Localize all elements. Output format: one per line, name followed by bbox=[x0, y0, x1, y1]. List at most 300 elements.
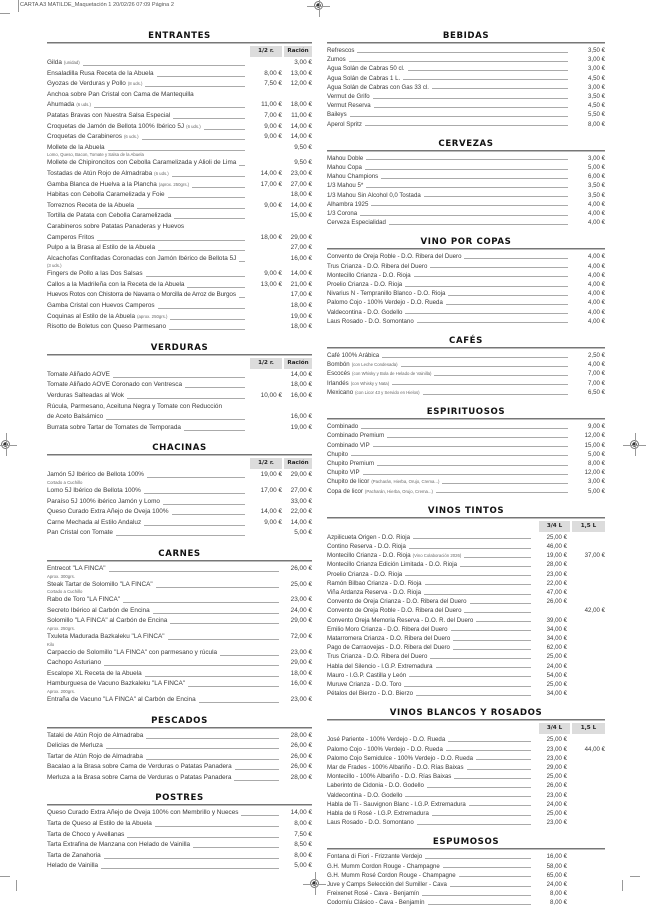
price-full: 19,00 € bbox=[290, 423, 312, 431]
registration-mark-icon bbox=[1, 440, 10, 449]
menu-item-name: Proelio Crianza - D.O. Rioja bbox=[327, 281, 403, 289]
dotted-leader bbox=[158, 250, 245, 251]
price-full: 27,00 € bbox=[290, 180, 312, 188]
menu-item-name: Gamba Cristal con Huevos Camperos bbox=[47, 302, 155, 310]
menu-item-name: Bacalao a la Brasa sobre Cama de Verduras o Patatas Panadera bbox=[47, 763, 232, 771]
section-title: ENTRANTES bbox=[148, 31, 211, 41]
menu-item-name: Trus Crianza - D.O. Ribera del Duero bbox=[327, 262, 428, 270]
price: 4,00 € bbox=[588, 271, 605, 279]
menu-item-name: Proelio Crianza - D.O. Rioja bbox=[327, 570, 403, 578]
menu-item-row bbox=[47, 180, 312, 191]
section-title: VINOS BLANCOS Y ROSADOS bbox=[389, 708, 543, 719]
menu-item-row bbox=[327, 809, 605, 818]
price: 4,00 € bbox=[588, 281, 605, 289]
menu-item-name: Mollete de Chipironcitos con Cebolla Caramelizada y Alioli de Lima bbox=[47, 159, 237, 167]
dotted-leader bbox=[450, 886, 531, 887]
dotted-leader bbox=[239, 297, 245, 298]
dotted-leader bbox=[157, 76, 245, 77]
menu-item-name: Trus Crianza - D.O. Ribera del Duero bbox=[327, 653, 428, 661]
dotted-leader bbox=[357, 52, 568, 53]
menu-item-name: Delicias de Merluza bbox=[47, 742, 103, 750]
menu-item-name: Tarta de Choco y Avellanas bbox=[47, 830, 125, 838]
price-full: 23,00 € bbox=[290, 169, 312, 177]
price: 16,00 € bbox=[290, 680, 312, 688]
menu-item-row bbox=[327, 468, 605, 477]
price: 4,00 € bbox=[588, 299, 605, 307]
menu-item-name: Chupito de licor bbox=[327, 478, 370, 486]
item-list bbox=[327, 154, 605, 228]
price-bottle: 25,00 € bbox=[546, 773, 567, 781]
dotted-leader bbox=[169, 329, 245, 330]
menu-item-name: Chupito bbox=[327, 450, 349, 458]
menu-item-row bbox=[327, 754, 605, 763]
price-half: 18,00 € bbox=[260, 233, 282, 241]
price: 8,50 € bbox=[294, 841, 312, 849]
price-full: 14,00 € bbox=[290, 201, 312, 209]
dotted-leader bbox=[241, 815, 279, 816]
price-half: 9,00 € bbox=[264, 201, 282, 209]
item-list bbox=[47, 370, 312, 434]
price: 23,00 € bbox=[290, 648, 312, 656]
dotted-leader bbox=[156, 587, 279, 588]
menu-item-row bbox=[327, 308, 605, 317]
price: 58,00 € bbox=[546, 862, 567, 870]
dotted-leader bbox=[187, 287, 245, 288]
price: 18,00 € bbox=[290, 669, 312, 677]
price: 5,00 € bbox=[588, 164, 605, 172]
menu-item-row bbox=[327, 101, 605, 110]
section-vinos-tintos bbox=[327, 505, 605, 699]
price: 3,00 € bbox=[588, 65, 605, 73]
price-full: 15,00 € bbox=[290, 212, 312, 220]
menu-item-name: Jamón 5J Ibérico de Bellota 100% bbox=[47, 471, 144, 479]
menu-item-name: Viña Ardanza Reserva - D.O. Rioja bbox=[327, 588, 422, 596]
menu-item-name: Laus Rosado - D.O. Somontano bbox=[327, 819, 414, 827]
section-title: CERVEZAS bbox=[438, 138, 494, 149]
menu-item-row bbox=[327, 450, 605, 459]
menu-item-row bbox=[47, 648, 312, 659]
dotted-leader bbox=[192, 187, 245, 188]
dotted-leader bbox=[414, 276, 568, 277]
crop-mark bbox=[622, 880, 623, 891]
dotted-leader bbox=[360, 215, 568, 216]
menu-item-note: (Vino Colaboración 2026) bbox=[412, 553, 462, 559]
menu-item-name: Contino Reserva - D.O. Rioja bbox=[327, 542, 406, 550]
menu-item-row bbox=[327, 431, 605, 440]
menu-item-description: Cortado a Cuchillo bbox=[47, 480, 83, 485]
price-full: 18,00 € bbox=[290, 101, 312, 109]
menu-item-name: Refrescos bbox=[327, 47, 355, 54]
menu-item-name: Pago de Carraovejas - D.O. Ribera del Duero bbox=[327, 644, 450, 652]
dotted-leader bbox=[451, 630, 531, 631]
menu-item-row bbox=[47, 69, 312, 80]
price: 8,00 € bbox=[588, 120, 605, 128]
menu-item-name: Bombón bbox=[327, 361, 350, 369]
dotted-leader bbox=[448, 295, 568, 296]
dotted-leader bbox=[443, 867, 531, 868]
price: 4,50 € bbox=[588, 102, 605, 110]
dotted-leader bbox=[104, 665, 279, 666]
dotted-leader bbox=[405, 796, 531, 797]
col-magnum: 1,5 L bbox=[572, 521, 605, 532]
price-half: 13,00 € bbox=[260, 280, 282, 288]
dotted-leader bbox=[408, 70, 568, 71]
dotted-leader bbox=[168, 639, 280, 640]
menu-item-row bbox=[327, 379, 605, 388]
menu-item-name: Burrata sobre Tartar de Tomates de Temporada bbox=[47, 423, 181, 431]
menu-item-name: Habla de Ti - Sauvignon Blanc - I.G.P. Extremadura bbox=[327, 800, 466, 808]
price: 29,00 € bbox=[290, 659, 312, 667]
section-title: CAFÉS bbox=[449, 336, 483, 347]
section-chacinas bbox=[47, 442, 312, 539]
menu-item-name: Ensaladilla Rusa Receta de la Abuela bbox=[47, 69, 154, 77]
menu-item-row bbox=[47, 840, 312, 851]
menu-item-name: Queso Curado Extra Añejo de Oveja 100% con Membrillo y Nueces bbox=[47, 809, 239, 817]
menu-item-name: Tomate Aliñado AOVE bbox=[47, 370, 110, 378]
price: 3,50 € bbox=[588, 191, 605, 199]
menu-item-name: Fingers de Pollo a las Dos Salsas bbox=[47, 270, 143, 278]
price: 3,00 € bbox=[588, 83, 605, 91]
menu-item-row bbox=[47, 233, 312, 244]
menu-item-note: (Pacharán, Hierba, Orujo, Crema...) bbox=[371, 479, 440, 485]
menu-item-row bbox=[327, 360, 605, 369]
price-full: 18,00 € bbox=[290, 323, 312, 331]
menu-item-name: Chupito VIP bbox=[327, 469, 360, 477]
price-half: 11,00 € bbox=[261, 101, 282, 109]
menu-item-row bbox=[327, 369, 605, 378]
menu-item-name: Mahou Doble bbox=[327, 154, 364, 162]
menu-item-row bbox=[47, 79, 312, 90]
menu-item-note: (unidad) bbox=[63, 60, 80, 65]
dotted-leader bbox=[104, 858, 279, 859]
menu-item-name: Tartar de Atún Rojo de Almadraba bbox=[47, 752, 143, 760]
section-postres bbox=[47, 792, 312, 872]
menu-item-note: (6 uds.) bbox=[154, 170, 169, 176]
dotted-leader bbox=[428, 904, 531, 905]
price-bottle: 39,00 € bbox=[546, 616, 567, 624]
menu-item-name: Combinado bbox=[327, 423, 359, 431]
section-title: VERDURAS bbox=[150, 342, 209, 353]
dotted-leader bbox=[373, 98, 568, 99]
menu-item-row bbox=[47, 497, 312, 508]
price-bottle: 23,00 € bbox=[546, 819, 567, 827]
dotted-leader bbox=[172, 176, 245, 177]
menu-item-name: Pulpo a la Brasa al Estilo de la Abuela bbox=[47, 244, 156, 252]
menu-item-name: Copa de licor bbox=[327, 487, 363, 495]
menu-item-name: Laberinto de Cidonia - D.O. Godello bbox=[327, 782, 424, 790]
dotted-leader bbox=[127, 398, 245, 399]
registration-mark-icon bbox=[314, 1, 323, 10]
menu-item-row bbox=[327, 772, 605, 781]
menu-item-row bbox=[327, 634, 605, 643]
menu-item-row bbox=[327, 191, 605, 200]
menu-item-name: Azpilicueta Origen - D.O. Rioja bbox=[327, 533, 410, 541]
price-full: 22,00 € bbox=[290, 508, 312, 516]
menu-item-row bbox=[47, 752, 312, 763]
dotted-leader bbox=[454, 778, 531, 779]
menu-item-row bbox=[327, 680, 605, 689]
dotted-leader bbox=[413, 538, 531, 539]
menu-item-row bbox=[47, 486, 312, 497]
dotted-leader bbox=[83, 65, 245, 66]
price-full: 9,50 € bbox=[294, 143, 312, 151]
menu-item-name: Gyozas de Verduras y Pollo bbox=[47, 80, 126, 88]
menu-item-name: Montecillo Crianza - D.O. Rioja bbox=[327, 271, 411, 279]
dotted-leader bbox=[106, 419, 245, 420]
menu-item-name: Matarromera Crianza - D.O. Ribera del Duero bbox=[327, 634, 451, 642]
menu-item-row bbox=[47, 412, 312, 423]
price-full: 12,00 € bbox=[290, 80, 312, 88]
section-entrantes bbox=[47, 30, 312, 333]
section-cafes bbox=[327, 335, 605, 397]
menu-item-name: Pan Cristal con Tomate bbox=[47, 529, 113, 537]
menu-item-name: Cachopo Asturiano bbox=[47, 659, 102, 667]
section-title: ESPUMOSOS bbox=[432, 837, 500, 848]
menu-item-name: Fontana di Fiori - Frizzante Verdejo bbox=[327, 853, 423, 861]
dotted-leader bbox=[405, 575, 531, 576]
price-full: 14,00 € bbox=[290, 122, 312, 130]
left-column bbox=[47, 30, 312, 881]
menu-item-row bbox=[47, 595, 312, 606]
menu-item-row bbox=[327, 92, 605, 101]
menu-item-name: Helado de Vainilla bbox=[47, 862, 99, 870]
menu-item-name: Convento de Oreja Crianza - D.O. Ribera del Duero bbox=[327, 598, 467, 606]
menu-item-name: Café 100% Arábica bbox=[327, 352, 380, 360]
menu-item-row bbox=[327, 74, 605, 83]
price-full: 27,00 € bbox=[290, 244, 312, 252]
price: 24,00 € bbox=[290, 606, 312, 614]
dotted-leader bbox=[387, 437, 568, 438]
dotted-leader bbox=[155, 826, 279, 827]
menu-item-name: 1/3 Mahou 5* bbox=[327, 182, 364, 190]
dotted-leader bbox=[349, 61, 568, 62]
dotted-leader bbox=[430, 267, 568, 268]
menu-item-row bbox=[327, 298, 605, 307]
menu-item-note: (6 uds.) bbox=[186, 123, 201, 129]
menu-item-row bbox=[327, 110, 605, 119]
price: 5,00 € bbox=[588, 450, 605, 458]
menu-item-name: Paraíso 5J 100% ibérico Jamón y Lomo bbox=[47, 497, 160, 505]
col-bottle: 3/4 L bbox=[539, 723, 570, 734]
menu-item-name: Convento de Oreja Roble - D.O. Ribera del Duero bbox=[327, 253, 462, 261]
dotted-leader bbox=[459, 876, 531, 877]
menu-item-row bbox=[327, 422, 605, 431]
dotted-leader bbox=[365, 125, 568, 126]
price-bottle: 62,00 € bbox=[546, 644, 567, 652]
price: 14,00 € bbox=[290, 809, 312, 817]
price-full: 11,00 € bbox=[291, 111, 312, 119]
menu-item-row bbox=[327, 172, 605, 181]
dotted-leader bbox=[467, 769, 532, 770]
menu-item-name: Patatas Bravas con Nuestra Salsa Especial bbox=[47, 111, 171, 119]
section-rule bbox=[327, 418, 605, 420]
menu-item-row bbox=[327, 579, 605, 588]
price-full: 14,00 € bbox=[290, 133, 312, 141]
menu-item-name: Entraña de Vacuno "LA FINCA" al Carbón de Encina bbox=[47, 695, 196, 703]
section-rule bbox=[47, 727, 312, 729]
menu-item-row bbox=[327, 652, 605, 661]
price: 16,00 € bbox=[546, 853, 567, 861]
dotted-leader bbox=[389, 224, 568, 225]
item-list bbox=[47, 58, 312, 333]
menu-item-row bbox=[327, 791, 605, 800]
dotted-leader bbox=[146, 276, 245, 277]
price: 3,00 € bbox=[588, 56, 605, 64]
dotted-leader bbox=[127, 837, 279, 838]
menu-item-name: Convento de Oreja Roble - D.O. Ribera del Duero bbox=[327, 607, 462, 615]
menu-item-row bbox=[327, 800, 605, 809]
price-half: 7,50 € bbox=[264, 80, 282, 88]
menu-item-row bbox=[327, 262, 605, 271]
menu-item-row bbox=[47, 58, 312, 69]
price-full: 13,00 € bbox=[290, 69, 312, 77]
price-bottle: 26,00 € bbox=[546, 598, 567, 606]
dotted-leader bbox=[422, 895, 531, 896]
menu-item-name: Queso Curado Extra Añejo de Oveja 100% bbox=[47, 508, 169, 516]
menu-item-note: (6 uds.) bbox=[76, 102, 91, 108]
price-half: 17,00 € bbox=[260, 180, 282, 188]
dotted-leader bbox=[409, 676, 531, 677]
dotted-leader bbox=[350, 116, 568, 117]
dotted-leader bbox=[363, 474, 568, 475]
menu-item-note: (con Leche Condesada) bbox=[351, 362, 398, 368]
section-title: CARNES bbox=[158, 548, 201, 559]
menu-item-row bbox=[327, 871, 567, 880]
dotted-leader bbox=[170, 623, 279, 624]
menu-item-row bbox=[47, 158, 312, 169]
price: 3,50 € bbox=[588, 47, 605, 54]
dotted-leader bbox=[365, 169, 568, 170]
col-full: Ración bbox=[284, 46, 312, 57]
menu-item-row bbox=[327, 209, 605, 218]
menu-item-name: Habla del Silencio - I.G.P. Extremadura bbox=[327, 662, 433, 670]
section-title: PESCADOS bbox=[151, 715, 208, 726]
section-vino-por-copas bbox=[327, 236, 605, 326]
menu-item-row bbox=[327, 763, 605, 772]
section-bebidas bbox=[327, 30, 605, 129]
price-half: 7,00 € bbox=[264, 111, 282, 119]
dotted-leader bbox=[373, 446, 568, 447]
menu-item-name: Croquetas de Jamón de Bellota 100% Ibérico 5J bbox=[47, 122, 185, 130]
dotted-leader bbox=[220, 655, 279, 656]
menu-item-name: Coquinas al Estilo de la Abuela bbox=[47, 312, 136, 320]
price: 4,00 € bbox=[588, 361, 605, 369]
menu-item-name: Secreto Ibérico al Carbón de Encina bbox=[47, 606, 150, 614]
dotted-leader bbox=[146, 738, 279, 739]
menu-item-row bbox=[47, 211, 312, 222]
menu-item-row bbox=[327, 83, 605, 92]
col-magnum: 1,5 L bbox=[572, 723, 605, 734]
price-bottle: 47,00 € bbox=[546, 588, 567, 596]
menu-item-name: Mexicano bbox=[327, 388, 354, 396]
menu-item-row bbox=[327, 606, 605, 615]
section-rule bbox=[327, 719, 605, 721]
section-title: VINO POR COPAS bbox=[420, 237, 512, 248]
menu-item-row bbox=[327, 163, 605, 172]
menu-item-row bbox=[327, 441, 605, 450]
menu-item-row bbox=[327, 735, 605, 744]
menu-item-row bbox=[327, 477, 605, 486]
price-full: 5,00 € bbox=[294, 529, 312, 537]
menu-item-name: Nivarius N - Tempranillo Blanco - D.O. Rioja bbox=[327, 290, 446, 298]
menu-item-name: Chupito Premium bbox=[327, 459, 375, 467]
price-half: 17,00 € bbox=[260, 487, 282, 494]
dotted-leader bbox=[153, 613, 279, 614]
menu-item-row bbox=[327, 625, 605, 634]
price: 9,00 € bbox=[588, 423, 605, 431]
price-half: 8,00 € bbox=[264, 69, 282, 77]
dotted-leader bbox=[405, 286, 568, 287]
menu-item-row bbox=[47, 122, 312, 133]
price-full: 18,00 € bbox=[290, 191, 312, 199]
menu-item-row bbox=[47, 100, 312, 111]
col-bottle: 3/4 L bbox=[539, 521, 570, 532]
item-list bbox=[47, 470, 312, 539]
dotted-leader bbox=[453, 649, 531, 650]
menu-item-row bbox=[327, 200, 605, 209]
menu-item-name: Convento Oreja Memoria Reserva - D.O. R. del Duero bbox=[327, 616, 474, 624]
price: 3,50 € bbox=[588, 93, 605, 101]
dotted-leader bbox=[188, 686, 279, 687]
price-bottle: 29,00 € bbox=[546, 763, 567, 771]
dotted-leader bbox=[123, 602, 279, 603]
menu-item-name: Muruve Crianza - D.O. Toro bbox=[327, 680, 402, 688]
dotted-leader bbox=[147, 477, 245, 478]
dotted-leader bbox=[442, 483, 568, 484]
price: 4,00 € bbox=[588, 210, 605, 218]
price: 3,50 € bbox=[588, 182, 605, 190]
section-title: BEBIDAS bbox=[442, 31, 490, 41]
menu-item-name: Tortilla de Patata con Cebolla Caramelizada bbox=[47, 212, 172, 220]
menu-item-name: G.H. Mumm Cordon Rouge - Champagne bbox=[327, 862, 440, 870]
menu-item-row bbox=[47, 658, 312, 669]
menu-item-name: Pétalos del Bierzo - D.O. Bierzo bbox=[327, 690, 414, 698]
menu-item-name: G.H. Mumm Rosé Cordon Rouge - Champagne bbox=[327, 871, 456, 879]
menu-item-row bbox=[327, 64, 605, 73]
menu-item-row bbox=[47, 243, 312, 254]
menu-item-name: Mollete de la Abuela bbox=[47, 143, 105, 151]
price-half: 9,00 € bbox=[264, 122, 282, 130]
dotted-leader bbox=[392, 384, 568, 385]
menu-item-name: Alhambra 1925 bbox=[327, 200, 369, 208]
price: 29,00 € bbox=[290, 617, 312, 625]
dotted-leader bbox=[417, 322, 568, 323]
section-cervezas bbox=[327, 138, 605, 228]
price-half: 9,00 € bbox=[264, 518, 282, 526]
price: 26,00 € bbox=[290, 564, 312, 572]
menu-item-name: Tostadas de Atún Rojo de Almadraba bbox=[47, 169, 153, 177]
menu-item-row bbox=[327, 55, 605, 64]
price-full: 18,00 € bbox=[290, 381, 312, 389]
price-full: 18,00 € bbox=[290, 302, 312, 310]
price-magnum: 37,00 € bbox=[584, 552, 605, 560]
menu-item-row bbox=[47, 669, 312, 680]
price: 5,50 € bbox=[588, 111, 605, 119]
dotted-leader bbox=[476, 621, 531, 622]
menu-item-name: Risotto de Boletus con Queso Parmesano bbox=[47, 323, 167, 331]
price-bottle: 24,00 € bbox=[546, 800, 567, 808]
dotted-leader bbox=[146, 759, 279, 760]
menu-item-row bbox=[327, 280, 605, 289]
section-rule bbox=[327, 517, 605, 519]
menu-item-name: Tarta de Zanahoria bbox=[47, 851, 101, 859]
price-bottle: 19,00 € bbox=[546, 552, 567, 560]
col-half: 1/2 r. bbox=[250, 46, 282, 57]
price-full: 16,00 € bbox=[290, 413, 312, 421]
dotted-leader bbox=[109, 571, 279, 572]
price: 12,00 € bbox=[584, 469, 605, 477]
menu-item-note: (con Whisky y Nata) bbox=[350, 380, 390, 386]
